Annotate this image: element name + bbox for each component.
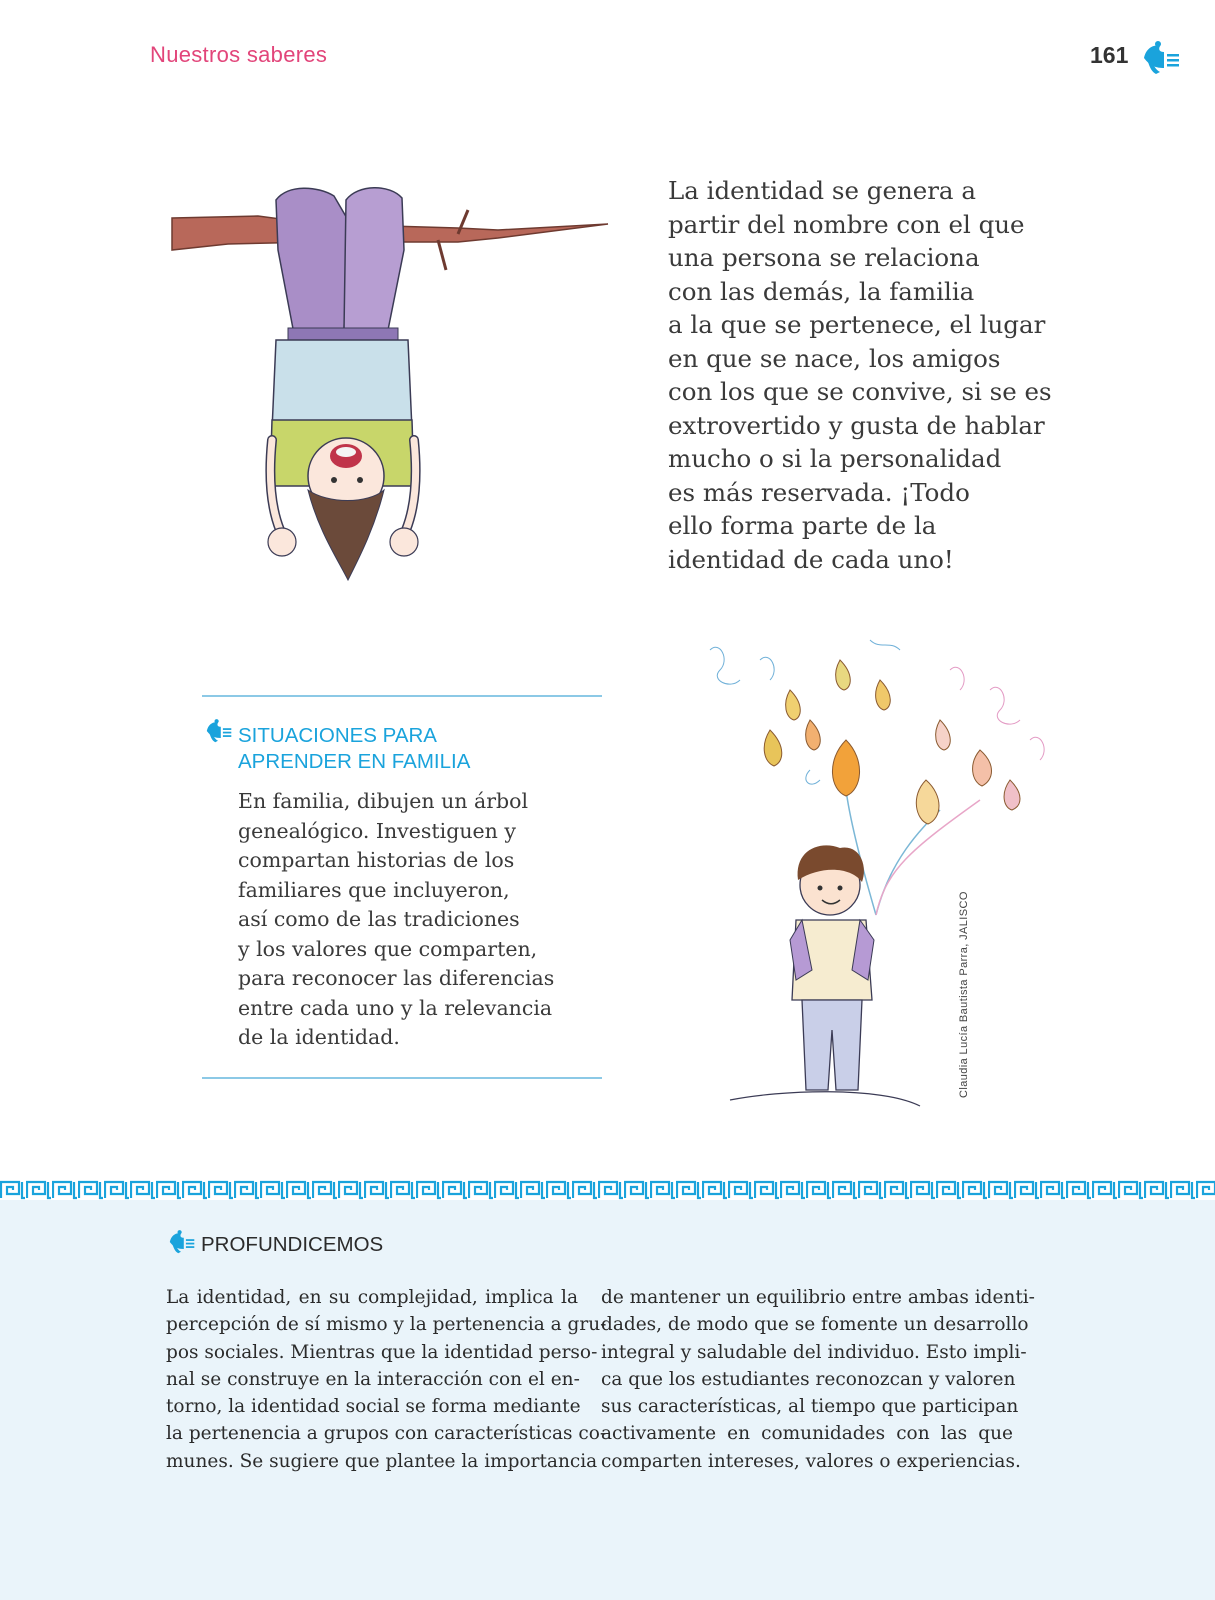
family-box-text <box>238 787 598 1053</box>
intro-line: en que se nace, los amigos <box>668 343 1001 373</box>
hands-book-icon <box>165 1228 197 1256</box>
greek-key-border <box>0 1180 1215 1200</box>
deepen-left-column <box>166 1284 607 1475</box>
illustration-credit: Claudia Lucía Bautista Parra, JALISCO <box>958 891 970 1098</box>
family-learning-box <box>202 695 602 1079</box>
family-title-line: SITUACIONES PARA <box>238 724 437 747</box>
family-line: genealógico. Investiguen y <box>238 818 516 843</box>
family-line: compartan historias de los <box>238 848 515 872</box>
deepen-heading: PROFUNDICEMOS <box>201 1233 384 1256</box>
intro-line: con las demás, la familia <box>668 276 975 306</box>
intro-line: La identidad se genera a <box>668 176 976 205</box>
deepen-line: munes. Se sugiere que plantee la importancia <box>166 1450 598 1472</box>
family-title-line: APRENDER EN FAMILIA <box>238 750 471 773</box>
family-line: entre cada uno y la relevancia <box>238 995 553 1020</box>
deepen-line: de mantener un equilibrio entre ambas identi- <box>601 1287 1035 1308</box>
intro-line: a la que se pertenece, el lugar <box>668 310 1046 339</box>
deepen-line: pos sociales. Mientras que la identidad perso- <box>166 1341 598 1363</box>
family-line: así como de las tradiciones <box>238 907 520 931</box>
intro-paragraph <box>668 174 1088 576</box>
boy-leaf-balloons-illustration <box>690 630 1100 1130</box>
deepen-line: activamente en comunidades con las que <box>601 1423 1013 1445</box>
intro-line: mucho o si la personalidad <box>668 444 1002 473</box>
deepen-line: percepción de sí mismo y la pertenencia a gru- <box>166 1314 607 1336</box>
intro-line: con los que se convive, si se es <box>668 377 1052 406</box>
intro-line: partir del nombre con el que <box>668 209 1025 239</box>
family-line: para reconocer las diferencias <box>238 966 555 990</box>
deepen-line: torno, la identidad social se forma mediante <box>166 1396 581 1418</box>
hands-book-icon <box>1138 38 1182 78</box>
deepen-line: integral y saludable del individuo. Esto impli- <box>601 1341 1027 1363</box>
deepen-right-column <box>601 1284 1035 1475</box>
hands-book-icon <box>202 717 234 745</box>
deepen-line: sus características, al tiempo que participan <box>601 1396 1019 1418</box>
family-line: y los valores que comparten, <box>238 936 538 961</box>
family-line: familiares que incluyeron, <box>238 877 510 902</box>
intro-line: es más reservada. ¡Todo <box>668 477 970 507</box>
intro-line: una persona se relaciona <box>668 243 980 272</box>
girl-hanging-illustration <box>168 180 618 600</box>
family-box-title <box>238 723 470 775</box>
deepen-line: dades, de modo que se fomente un desarrollo <box>601 1314 1029 1336</box>
deepen-line: ca que los estudiantes reconozcan y valoren <box>601 1368 1016 1390</box>
deepen-line: la pertenencia a grupos con características co- <box>166 1423 607 1445</box>
intro-line: ello forma parte de la <box>668 511 937 540</box>
running-head: Nuestros saberes <box>150 42 328 67</box>
deepen-line: comparten intereses, valores o experiencias. <box>601 1450 1021 1472</box>
intro-line: identidad de cada uno! <box>668 544 954 574</box>
family-line: En familia, dibujen un árbol <box>238 789 529 813</box>
page-number: 161 <box>1090 42 1129 68</box>
deepen-line: nal se construye en la interacción con el en- <box>166 1368 580 1390</box>
family-line: de la identidad. <box>238 1025 400 1049</box>
deepen-line: La identidad, en su complejidad, implica la <box>166 1287 578 1308</box>
intro-line: extrovertido y gusta de hablar <box>668 410 1045 440</box>
